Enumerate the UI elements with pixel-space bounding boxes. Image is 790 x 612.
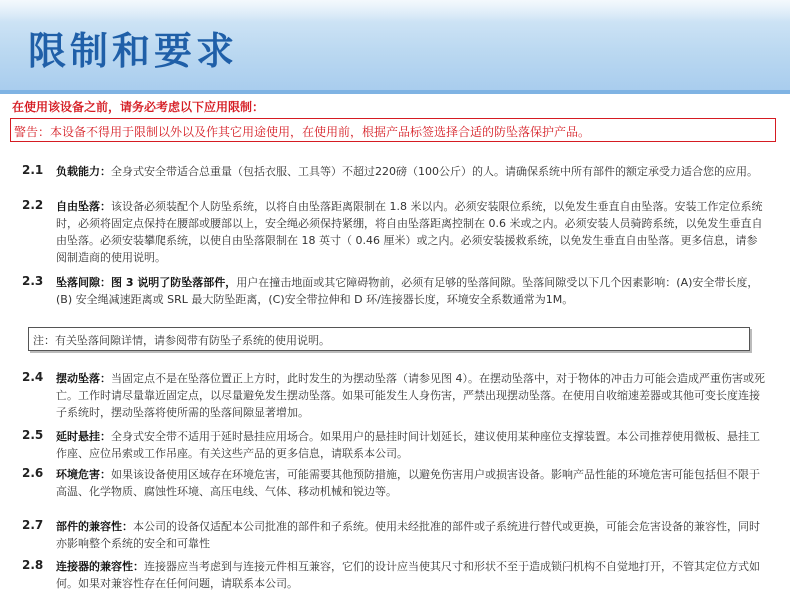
item-number: 2.7	[22, 518, 44, 532]
item-text: 该设备必须装配个人防坠系统，以将自由坠落距离限制在 1.8 米以内。必须安装限位系统，以免发生垂直自由坠落。安装工作定位系统时，必须将固定点保持在腰部或腰部以上，安全绳必须保持紧绷，将自由坠落距离控制在 0.6 米或之内。必须安装人员骑跨系统，以免发生垂直自由坠落。必须安装攀爬系统，以使自由坠落限制在 18 英寸（ 0.46 厘米）或之内。必须安装援救系统，以免发生垂直自由坠落。更多信息，请参阅制造商的使用说明。	[56, 200, 763, 264]
item-text: 用户在撞击地面或其它障碍物前，必须有足够的坠落间隙。坠落间隙受以下几个因素影响：(A)安全带长度，(B) 安全绳减速距离或 SRL 最大防坠距离，(C)安全带拉伸和 D 环/连接器长度，环境安全系数通常为1M。	[56, 276, 759, 306]
item-term: 坠落间隙：图 3 说明了防坠落部件，	[56, 276, 237, 289]
item-text: 本公司的设备仅适配本公司批准的部件和子系统。使用未经批准的部件或子系统进行替代或更换，可能会危害设备的兼容性，同时亦影响整个系统的安全和可靠性	[56, 520, 760, 550]
item-number: 2.8	[22, 558, 44, 572]
item-number: 2.5	[22, 428, 44, 442]
warning-box	[10, 118, 776, 142]
warning-heading: 在使用该设备之前，请务必考虑以下应用限制：	[12, 100, 265, 114]
item-text: 连接器应当考虑到与连接元件相互兼容，它们的设计应当使其尺寸和形状不至于造成锁闩机构不自觉地打开，不管其定位方式如何。如果对兼容性存在任何问题，请联系本公司。	[56, 560, 760, 590]
item-number: 2.4	[22, 370, 44, 384]
item-term: 负载能力：	[56, 165, 111, 178]
item-term: 自由坠落：	[56, 200, 111, 213]
note-box	[28, 327, 750, 351]
item-text: 全身式安全带不适用于延时悬挂应用场合。如果用户的悬挂时间计划延长，建议使用某种座位支撑装置。本公司推荐使用微板、悬挂工作座、应位吊索或工作吊座。有关这些产品的更多信息，请联系本公司。	[56, 430, 760, 460]
item-text: 全身式安全带适合总重量（包括衣服、工具等）不超过220磅（100公斤）的人。请确保系统中所有部件的额定承受力适合您的应用。	[111, 165, 758, 178]
item-body	[56, 198, 768, 266]
item-term: 部件的兼容性：	[56, 520, 133, 533]
item-body	[56, 274, 768, 308]
item-text: 如果该设备使用区域存在环境危害，可能需要其他预防措施，以避免伤害用户或损害设备。影响产品性能的环境危害可能包括但不限于高温、化学物质、腐蚀性环境、高压电线、气体、移动机械和锐边等。	[56, 468, 760, 498]
page-title: 限制和要求	[28, 29, 239, 73]
item-term: 连接器的兼容性：	[56, 560, 144, 573]
item-number: 2.2	[22, 198, 44, 212]
item-text: 当固定点不是在坠落位置正上方时，此时发生的为摆动坠落（请参见图 4）。在摆动坠落中，对于物体的冲击力可能会造成严重伤害或死亡。工作时请尽量靠近固定点，以尽量避免发生摆动坠落。如果可能发生人身伤害，严禁出现摆动坠落。在使用自收缩速差器或其他可变长度连接子系统时，摆动坠落将使所需的坠落间隙显著增加。	[56, 372, 765, 419]
item-body	[56, 428, 768, 462]
item-term: 摆动坠落：	[56, 372, 111, 385]
item-body	[56, 370, 768, 421]
header-shine	[0, 0, 790, 22]
item-body	[56, 558, 768, 592]
item-body	[56, 466, 768, 500]
warning-text: 警告：本设备不得用于限制以外以及作其它用途使用，在使用前，根据产品标签选择合适的防坠落保护产品。	[14, 125, 591, 139]
item-number: 2.6	[22, 466, 44, 480]
item-number: 2.1	[22, 163, 44, 177]
item-term: 延时悬挂：	[56, 430, 111, 443]
header-divider	[0, 90, 790, 94]
item-body	[56, 518, 768, 552]
item-number: 2.3	[22, 274, 44, 288]
item-term: 环境危害：	[56, 468, 111, 481]
item-body	[56, 163, 768, 180]
note-text: 注：有关坠落间隙详情，请参阅带有防坠子系统的使用说明。	[33, 334, 330, 347]
header-band	[0, 0, 790, 90]
